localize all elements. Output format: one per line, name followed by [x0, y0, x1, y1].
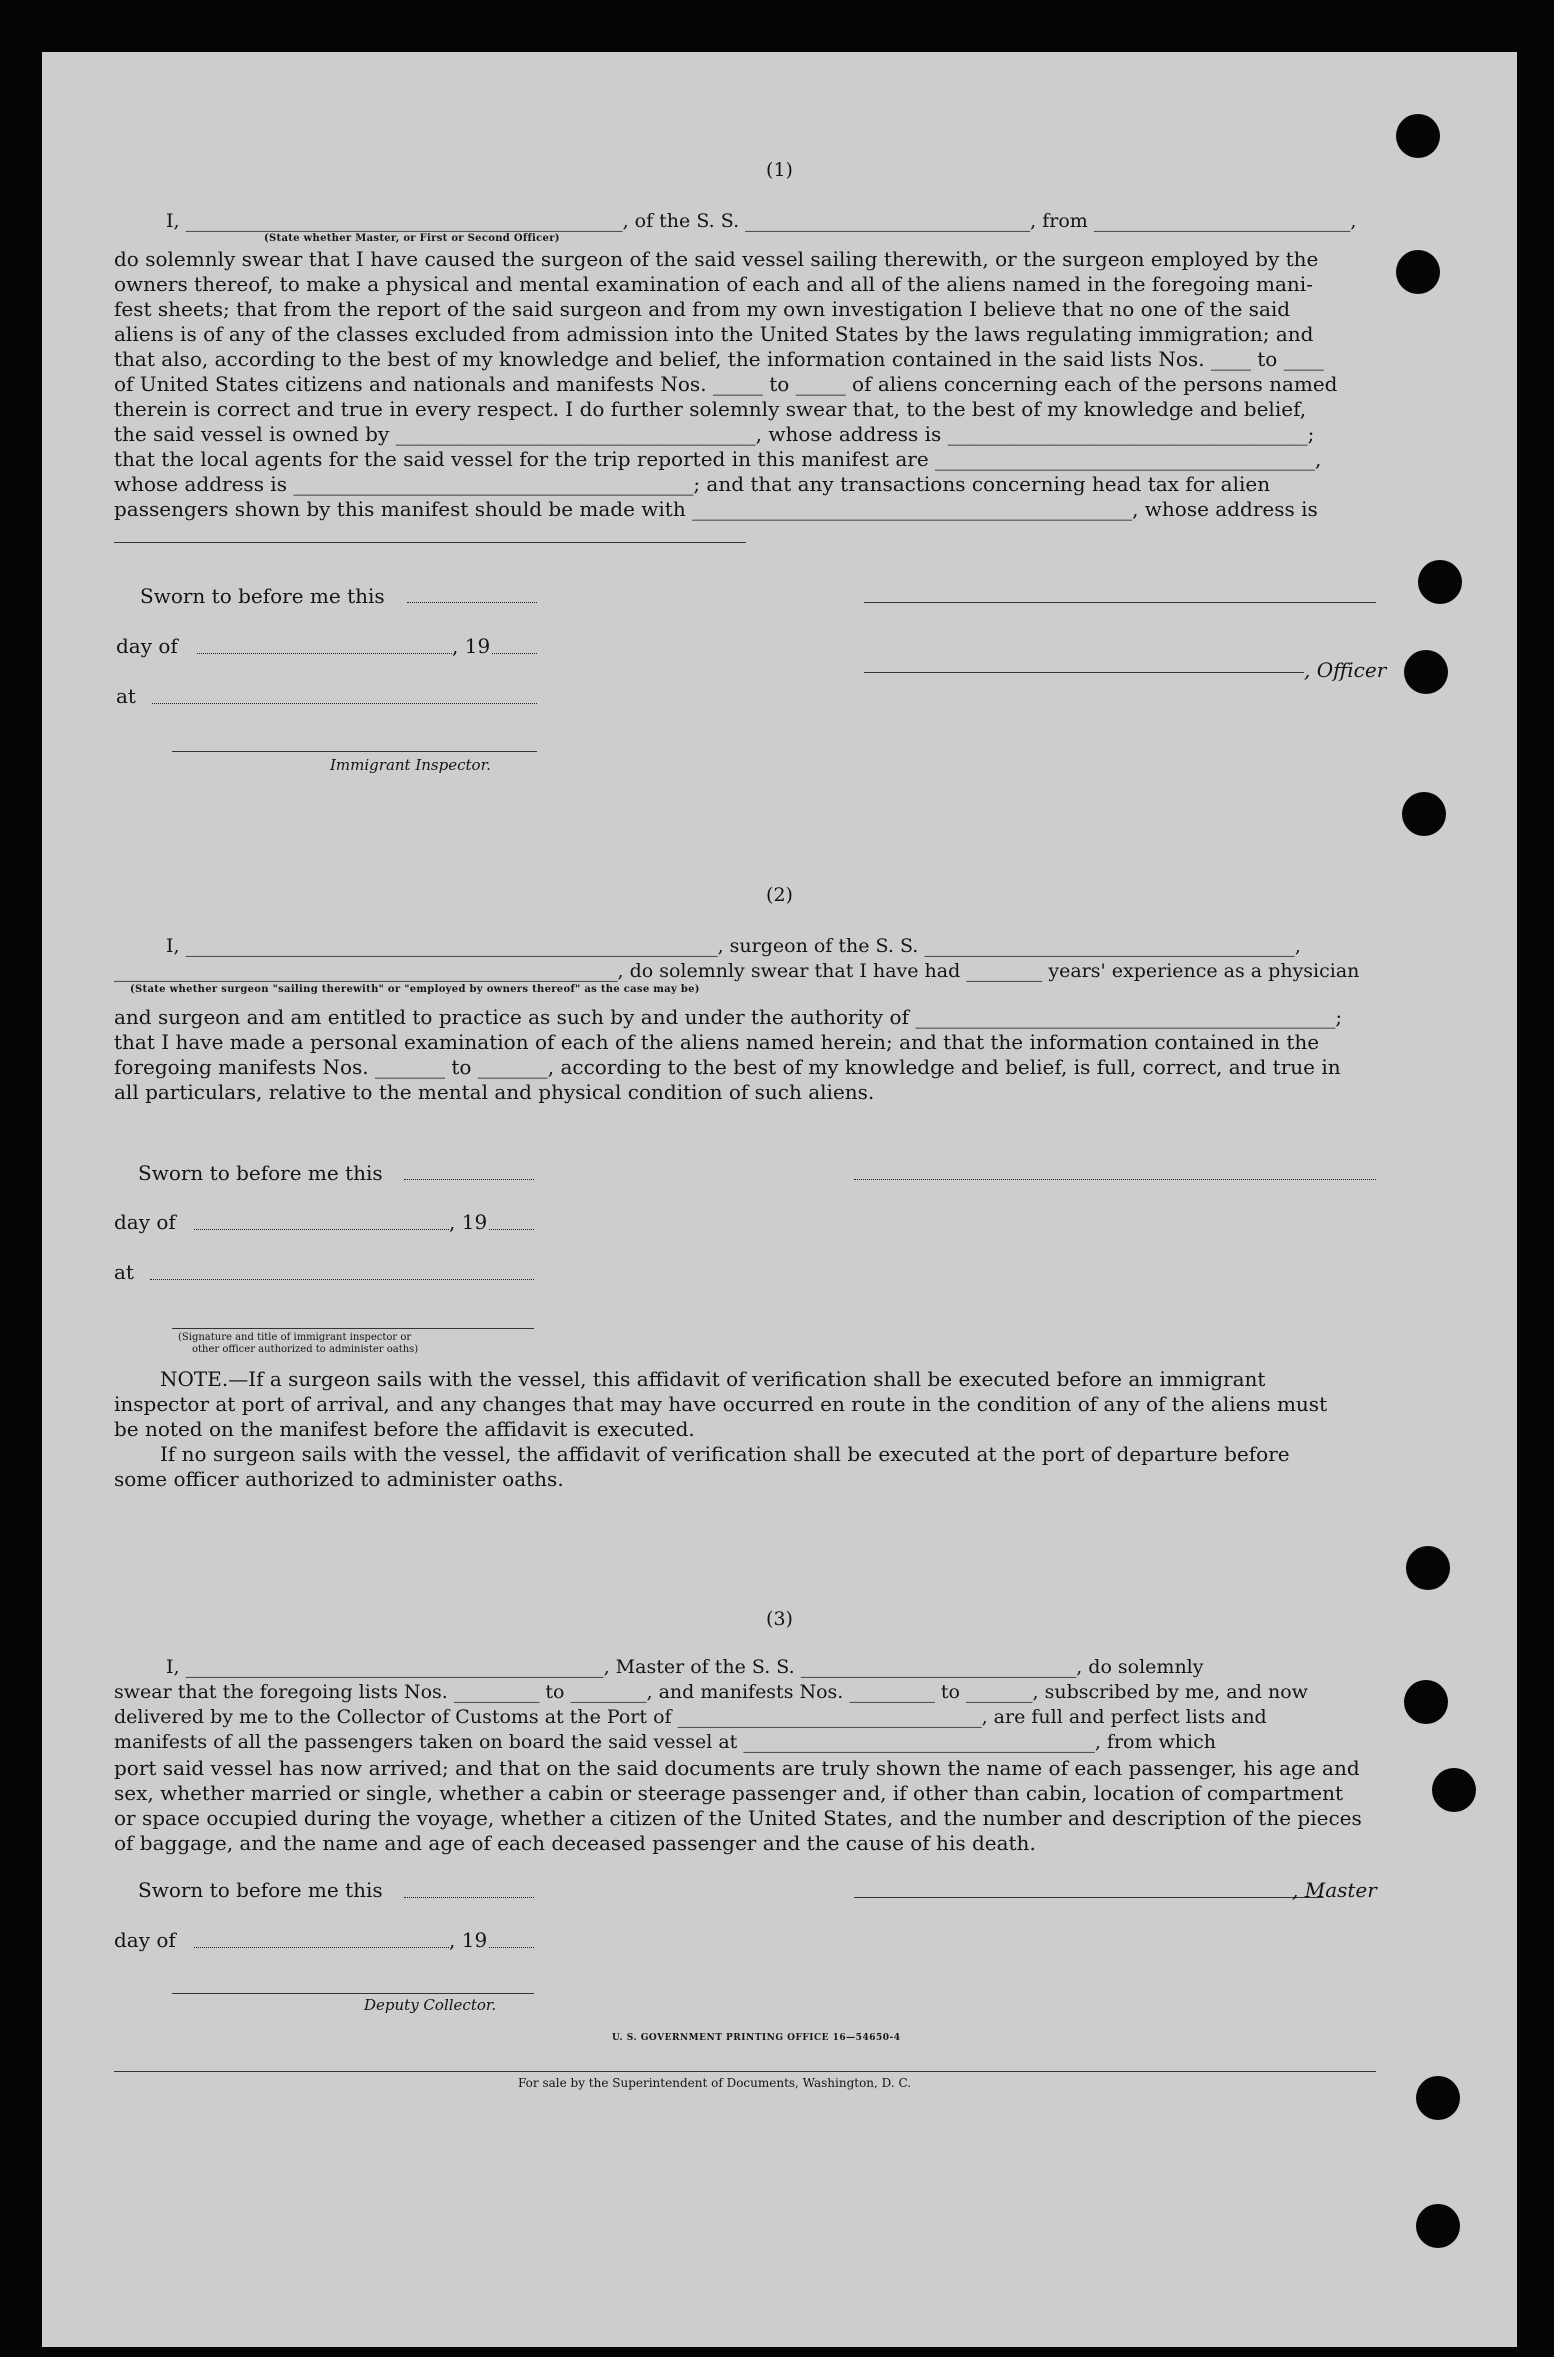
s3-collector-label: Deputy Collector. [364, 1996, 497, 2014]
s3-year-prefix: , 19 [449, 1928, 488, 1952]
s3-line: swear that the foregoing lists Nos. _________ to ________, and manifests Nos. _________ to _______, subscribed by me, and now [114, 1681, 1308, 1703]
s1-line: therein is correct and true in every respect. I do further solemnly swear that, to the best of my knowledge and belief, [114, 397, 1307, 421]
punch-hole [1396, 250, 1440, 294]
s1-officer-label: , Officer [1304, 658, 1387, 682]
s3-sworn-label: Sworn to before me this [138, 1878, 383, 1902]
s1-year-prefix: , 19 [452, 634, 491, 658]
s1-day-label: day of [116, 634, 178, 658]
s1-line: of United States citizens and nationals and manifests Nos. _____ to _____ of aliens concerning each of the persons named [114, 372, 1338, 396]
s1-sworn-blank[interactable] [407, 602, 537, 603]
s2-line: all particulars, relative to the mental and physical condition of such aliens. [114, 1080, 875, 1104]
s2-line: foregoing manifests Nos. _______ to _______, according to the best of my knowledge and belief, is full, correct, and true in [114, 1055, 1341, 1079]
s2-day-blank[interactable] [194, 1229, 449, 1230]
s3-master-line[interactable] [854, 1897, 1324, 1898]
s2-line: and surgeon and am entitled to practice as such by and under the authority of __________________________________________; [114, 1005, 1343, 1029]
s1-line: whose address is ________________________________________; and that any transactions concerning head tax for alien [114, 472, 1271, 496]
s2-sworn-label: Sworn to before me this [138, 1161, 383, 1185]
punch-hole [1432, 1768, 1476, 1812]
s2-year-blank[interactable] [489, 1229, 534, 1230]
punch-hole [1404, 650, 1448, 694]
punch-hole [1416, 2076, 1460, 2120]
footer-text: For sale by the Superintendent of Documents, Washington, D. C. [518, 2076, 912, 2090]
s3-line: port said vessel has now arrived; and that on the said documents are truly shown the name of each passenger, his age and [114, 1756, 1360, 1780]
section-2-number: (2) [766, 884, 793, 906]
s2-signature-note-1: (Signature and title of immigrant inspector or [178, 1332, 412, 1343]
s3-collector-line[interactable] [172, 1993, 534, 1994]
s1-at-label: at [116, 684, 136, 708]
s2-at-label: at [114, 1260, 134, 1284]
s1-line: aliens is of any of the classes excluded from admission into the United States by the laws regulating immigration; and [114, 322, 1314, 346]
s2-line2: _____________________________________________________, do solemnly swear that I have had ________ years' experience as a physician [114, 960, 1360, 982]
s2-note: If no surgeon sails with the vessel, the affidavit of verification shall be executed at the port of departure before [160, 1442, 1290, 1466]
s1-inspector-label: Immigrant Inspector. [330, 756, 491, 774]
s1-name-note: (State whether Master, or First or Second Officer) [264, 233, 560, 244]
punch-hole [1406, 1546, 1450, 1590]
manifest-page [42, 52, 1517, 2347]
s1-sworn-label: Sworn to before me this [140, 584, 385, 608]
punch-hole [1416, 2204, 1460, 2248]
s2-at-blank[interactable] [150, 1279, 534, 1280]
s2-line: that I have made a personal examination of each of the aliens named herein; and that the information contained in the [114, 1030, 1320, 1054]
s1-signature-line[interactable] [864, 602, 1376, 603]
footer-rule [114, 2071, 1376, 2072]
s1-line: do solemnly swear that I have caused the surgeon of the said vessel sailing therewith, or the surgeon employed by the [114, 247, 1319, 271]
s3-line: sex, whether married or single, whether a cabin or steerage passenger and, if other than cabin, location of compartment [114, 1781, 1344, 1805]
s3-line: delivered by me to the Collector of Customs at the Port of ________________________________, are full and perfect lists and [114, 1706, 1267, 1728]
s2-sworn-blank[interactable] [404, 1179, 534, 1180]
s2-year-prefix: , 19 [449, 1210, 488, 1234]
punch-hole [1396, 114, 1440, 158]
s3-day-blank[interactable] [194, 1947, 449, 1948]
section-3-number: (3) [766, 1608, 793, 1630]
s1-line: I, ______________________________________________, of the S. S. ______________________________, from ___________________________, [166, 210, 1357, 232]
s2-signature-line[interactable] [854, 1179, 1376, 1180]
s1-line: that also, according to the best of my knowledge and belief, the information contained in the said lists Nos. ____ to ____ [114, 347, 1324, 371]
s2-line2-note: (State whether surgeon "sailing therewith" or "employed by owners thereof" as the case may be) [130, 984, 700, 995]
s1-line: owners thereof, to make a physical and mental examination of each and all of the aliens named in the foregoing mani- [114, 272, 1313, 296]
s2-day-label: day of [114, 1210, 176, 1234]
s3-day-label: day of [114, 1928, 176, 1952]
s3-line: manifests of all the passengers taken on board the said vessel at _____________________________________, from which [114, 1731, 1216, 1753]
s1-line: fest sheets; that from the report of the said surgeon and from my own investigation I believe that no one of the said [114, 297, 1291, 321]
s2-note: inspector at port of arrival, and any changes that may have occurred en route in the condition of any of the aliens must [114, 1392, 1328, 1416]
punch-hole [1418, 560, 1462, 604]
s1-at-blank[interactable] [152, 703, 537, 704]
s1-line: the said vessel is owned by ____________________________________, whose address is ____________________________________; [114, 422, 1315, 446]
punch-hole [1404, 1680, 1448, 1724]
section-1-number: (1) [766, 159, 793, 181]
s3-line: or space occupied during the voyage, whether a citizen of the United States, and the number and description of the pieces [114, 1806, 1362, 1830]
s2-signature-rule[interactable] [172, 1328, 534, 1329]
printer-line: U. S. GOVERNMENT PRINTING OFFICE 16—54650-4 [612, 2033, 901, 2043]
s3-line: I, ____________________________________________, Master of the S. S. _____________________________, do solemnly [166, 1656, 1204, 1678]
punch-hole [1402, 792, 1446, 836]
s1-year-blank[interactable] [492, 653, 537, 654]
s2-note: some officer authorized to administer oaths. [114, 1467, 564, 1491]
s2-signature-note-2: other officer authorized to administer oaths) [192, 1344, 419, 1355]
s2-line1: I, ________________________________________________________, surgeon of the S. S. _______________________________________, [166, 935, 1301, 957]
s3-master-label: , Master [1292, 1878, 1377, 1902]
s2-note: NOTE.—If a surgeon sails with the vessel, this affidavit of verification shall be executed before an immigrant [160, 1367, 1266, 1391]
s1-inspector-line[interactable] [172, 751, 537, 752]
s1-officer-line[interactable] [864, 672, 1304, 673]
s3-year-blank[interactable] [489, 1947, 534, 1948]
address-blank[interactable] [114, 542, 746, 543]
s3-line: of baggage, and the name and age of each deceased passenger and the cause of his death. [114, 1831, 1036, 1855]
s1-day-blank[interactable] [197, 653, 452, 654]
s1-line: passengers shown by this manifest should be made with ____________________________________________, whose address is [114, 497, 1318, 521]
s3-sworn-blank[interactable] [404, 1897, 534, 1898]
s1-line: that the local agents for the said vessel for the trip reported in this manifest are ______________________________________, [114, 447, 1322, 471]
s2-note: be noted on the manifest before the affidavit is executed. [114, 1417, 695, 1441]
